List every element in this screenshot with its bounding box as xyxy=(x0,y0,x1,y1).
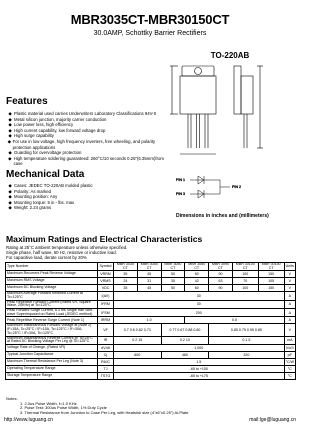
table-row xyxy=(6,292,296,300)
document-title: MBR3035CT-MBR30150CT xyxy=(70,12,230,27)
table-header-row xyxy=(6,263,296,271)
value-cell: 1,000 xyxy=(114,344,285,351)
unit-cell: pF xyxy=(284,351,295,358)
value-cell: 200 xyxy=(114,309,285,317)
value-cell: 0.85 0.75 0.95 0.85 xyxy=(209,324,284,336)
value-cell: 150 xyxy=(258,271,284,278)
part-header: MBR 30150 CT xyxy=(258,263,284,271)
unit-cell: A xyxy=(284,292,295,300)
unit-cell: V xyxy=(284,278,295,285)
symbol-cell: VDC xyxy=(98,285,114,292)
value-cell: 45 xyxy=(137,285,161,292)
list-item: ◆ High surge capability xyxy=(8,133,54,139)
parameter-cell: Maximum Recurrent Peak Reverse Voltage xyxy=(6,271,98,278)
symbol-cell: VRRM xyxy=(98,271,114,278)
symbol-header: Symbol xyxy=(98,263,114,271)
table-row xyxy=(6,324,296,336)
features-list xyxy=(6,111,166,167)
value-cell: 30 xyxy=(114,300,285,308)
unit-cell: V/uS xyxy=(285,345,294,350)
value-cell: 50 xyxy=(161,285,185,292)
pin3-label: PIN 3 xyxy=(176,192,185,196)
note-item: 3. Thermal Resistance from Junction to Case Per Leg, with Heatsink size (4"x6"x0.25") Al-Plate xyxy=(20,409,189,415)
unit-cell: °C/W xyxy=(285,359,294,364)
value-cell: 90 xyxy=(209,271,233,278)
list-item: ◆ High current capability, low forward voltage drop xyxy=(8,127,106,133)
symbol-cell: TSTG xyxy=(98,372,114,379)
value-cell: 30 xyxy=(114,292,285,300)
value-cell: 320 xyxy=(209,351,284,358)
part-header: MBR 3035 CT xyxy=(114,263,138,271)
parameter-cell: Maximum Average Forward Rectified Current at Tc=125°C xyxy=(6,292,98,300)
note-item: 1. 2.0us Pulse Width, f=1.0 KHz xyxy=(20,400,77,406)
parameter-cell: Peak Forward Surge Current, 8.3 ms Single Half Sine-wave Superimposed on Rated Load (JEDEC method) xyxy=(6,309,98,317)
symbol-cell: IFRM xyxy=(98,300,114,308)
symbol-cell: dV/dt xyxy=(98,344,114,351)
ratings-heading: Maximum Ratings and Electrical Characteristics xyxy=(6,234,203,244)
list-item: ◆ Weight: 2.24 grams xyxy=(8,205,52,211)
value-cell: -65 to +150 xyxy=(114,365,285,372)
table-row xyxy=(6,309,296,317)
email-link[interactable]: mail:lge@luguang.cn xyxy=(249,417,296,423)
package-name: TO-220AB xyxy=(210,51,250,60)
mechanical-list xyxy=(6,183,166,211)
symbol-cell: VF xyxy=(98,324,114,336)
symbol-cell: TJ xyxy=(98,365,114,372)
unit-cell: A xyxy=(284,317,295,324)
symbol-cell: IR xyxy=(98,336,114,344)
package-outline-diagram xyxy=(168,60,296,212)
document-subtitle: 30.0AMP, Schottky Barrier Rectifiers xyxy=(93,30,207,37)
pin2-label: PIN 2 xyxy=(232,185,241,189)
value-cell: 35 xyxy=(114,271,138,278)
parameter-cell: Voltage Rate of Change, (Rated VR) xyxy=(6,344,98,351)
list-item: ◆ Mounting position: Any xyxy=(8,194,58,200)
parameter-cell: Maximum Thermal Resistance Per Leg (Note 3) xyxy=(6,358,98,365)
parameter-cell: Peak Repetitive Reverse Surge Current (Note 1) xyxy=(6,317,98,324)
list-item: ◆ Cases: JEDEC TO-220AB molded plastic xyxy=(8,183,93,188)
part-header: MBR 30100 CT xyxy=(232,263,258,271)
value-cell: 100 xyxy=(232,271,258,278)
mechanical-heading: Mechanical Data xyxy=(6,169,85,180)
table-row xyxy=(6,271,296,278)
units-header: Units xyxy=(284,263,295,271)
parameter-cell: Maximum Instantaneous Forward Voltage at (Note 2) IF=15A, Tc=25°C / IF=15A, Tc=125°C / IF=30A, Tc=25°C / IF=30A, Tc=125°C xyxy=(6,324,98,336)
value-cell: 1.5 xyxy=(114,358,285,365)
symbol-cell: IFSM xyxy=(98,309,114,317)
part-header: MBR 3090 CT xyxy=(209,263,233,271)
notes-label: Notes: xyxy=(6,396,18,401)
table-row xyxy=(6,351,296,358)
value-cell: 105 xyxy=(258,278,284,285)
list-item: ◆ For use in low voltage, high frequency inverters, free wheeling, and polarity protection applications xyxy=(7,138,156,150)
value-cell: 0.1 5 xyxy=(209,336,284,344)
value-cell: 100 xyxy=(232,285,258,292)
type-number-header: Type Number xyxy=(6,263,98,271)
part-header: MBR 3045 CT xyxy=(137,263,161,271)
ratings-table xyxy=(5,262,296,380)
value-cell: 60 xyxy=(185,285,209,292)
unit-cell: V xyxy=(284,324,295,336)
value-cell: 0.7 0.6 0.82 0.73 xyxy=(114,324,162,336)
unit-cell: V xyxy=(284,285,295,292)
parameter-cell: Maximum DC Blocking Voltage xyxy=(6,285,98,292)
parameter-cell: Maximum RMS Voltage xyxy=(6,278,98,285)
table-row xyxy=(6,365,296,372)
value-cell: 1.0 xyxy=(114,317,185,324)
unit-cell: °C xyxy=(284,372,295,379)
table-row xyxy=(6,344,296,351)
list-item: ◆ Metal silicon junction, majority carrier conduction xyxy=(8,116,107,122)
value-cell: 0.77 0.67 0.88 0.80 xyxy=(161,324,209,336)
symbol-cell: RθJC xyxy=(98,358,114,365)
value-cell: 0.2 10 xyxy=(161,336,209,344)
value-cell: 45 xyxy=(137,271,161,278)
value-cell: 460 xyxy=(161,351,209,358)
unit-cell: A xyxy=(284,300,295,308)
website-link[interactable]: http://www.luguang.cn xyxy=(4,417,53,423)
part-header: MBR 3060 CT xyxy=(185,263,209,271)
parameter-cell: Storage Temperature Range xyxy=(6,372,98,379)
value-cell: 63 xyxy=(209,278,233,285)
value-cell: 60 xyxy=(185,271,209,278)
value-cell: 150 xyxy=(258,285,284,292)
list-item: ◆ Plastic material used carries Underwriters Laboratory Classifications 94V-0 xyxy=(8,111,157,116)
symbol-cell: IRRM xyxy=(98,317,114,324)
list-item: ◆ Mounting torque: 5 in - lbs. max xyxy=(8,199,75,205)
value-cell: 35 xyxy=(114,285,138,292)
table-row xyxy=(6,336,296,344)
pin1-label: PIN 1 xyxy=(176,178,185,182)
parameter-cell: Operating Temperature Range xyxy=(6,365,98,372)
value-cell: 0.5 xyxy=(185,317,284,324)
symbol-cell: VRMS xyxy=(98,278,114,285)
ratings-conditions: Rating at 25°C ambient temperature unless otherwise specified. Single phase, half wave, 60 Hz, resistive or inductive load. For capacitive load, derate current by 20% xyxy=(6,245,128,260)
list-item: ◆ Low power loss, high efficiency xyxy=(8,122,74,128)
value-cell: 35 xyxy=(161,278,185,285)
parameter-cell: Peak Repetitive Forward Current (Rated VR, Square Wave, 20KHz) at Tc=125°C xyxy=(6,300,98,308)
table-row xyxy=(6,372,296,379)
parameter-cell: Typical Junction Capacitance xyxy=(6,351,98,358)
dimensions-caption: Dimensions in inches and (millimeters) xyxy=(176,213,269,219)
value-cell: 600 xyxy=(114,351,162,358)
parameter-cell: Maximum Instantaneous Reverse Current @ Tc=25°C at Rated DC Blocking Voltage Per Leg @ Tc=125°C xyxy=(6,336,98,344)
unit-cell: °C xyxy=(284,365,295,372)
unit-cell: mA xyxy=(284,336,295,344)
footnotes xyxy=(6,397,188,415)
note-item: 2. Pulse Test: 300us Pulse Width, 1% Duty Cycle xyxy=(20,405,107,411)
unit-cell: V xyxy=(284,271,295,278)
unit-cell: A xyxy=(284,309,295,317)
value-cell: 90 xyxy=(209,285,233,292)
value-cell: -65 to +175 xyxy=(114,372,285,379)
list-item: ◆ Polarity: As marked xyxy=(8,188,52,194)
value-cell: 31 xyxy=(137,278,161,285)
symbol-cell: I(AV) xyxy=(98,292,114,300)
value-cell: 42 xyxy=(185,278,209,285)
list-item: ◆ Guarding for overvoltage protection xyxy=(8,150,82,156)
part-header: MBR 3050 CT xyxy=(161,263,185,271)
list-item: ◆ High temperature soldering guaranteed: 260°C/10 seconds 0.25"(6.35mm)from case xyxy=(8,155,164,167)
value-cell: 70 xyxy=(232,278,258,285)
value-cell: 50 xyxy=(161,271,185,278)
symbol-cell: Cj xyxy=(98,351,114,358)
features-heading: Features xyxy=(6,96,48,107)
table-row xyxy=(6,278,296,285)
value-cell: 24 xyxy=(114,278,138,285)
table-row xyxy=(6,358,296,365)
value-cell: 0.2 15 xyxy=(114,336,162,344)
